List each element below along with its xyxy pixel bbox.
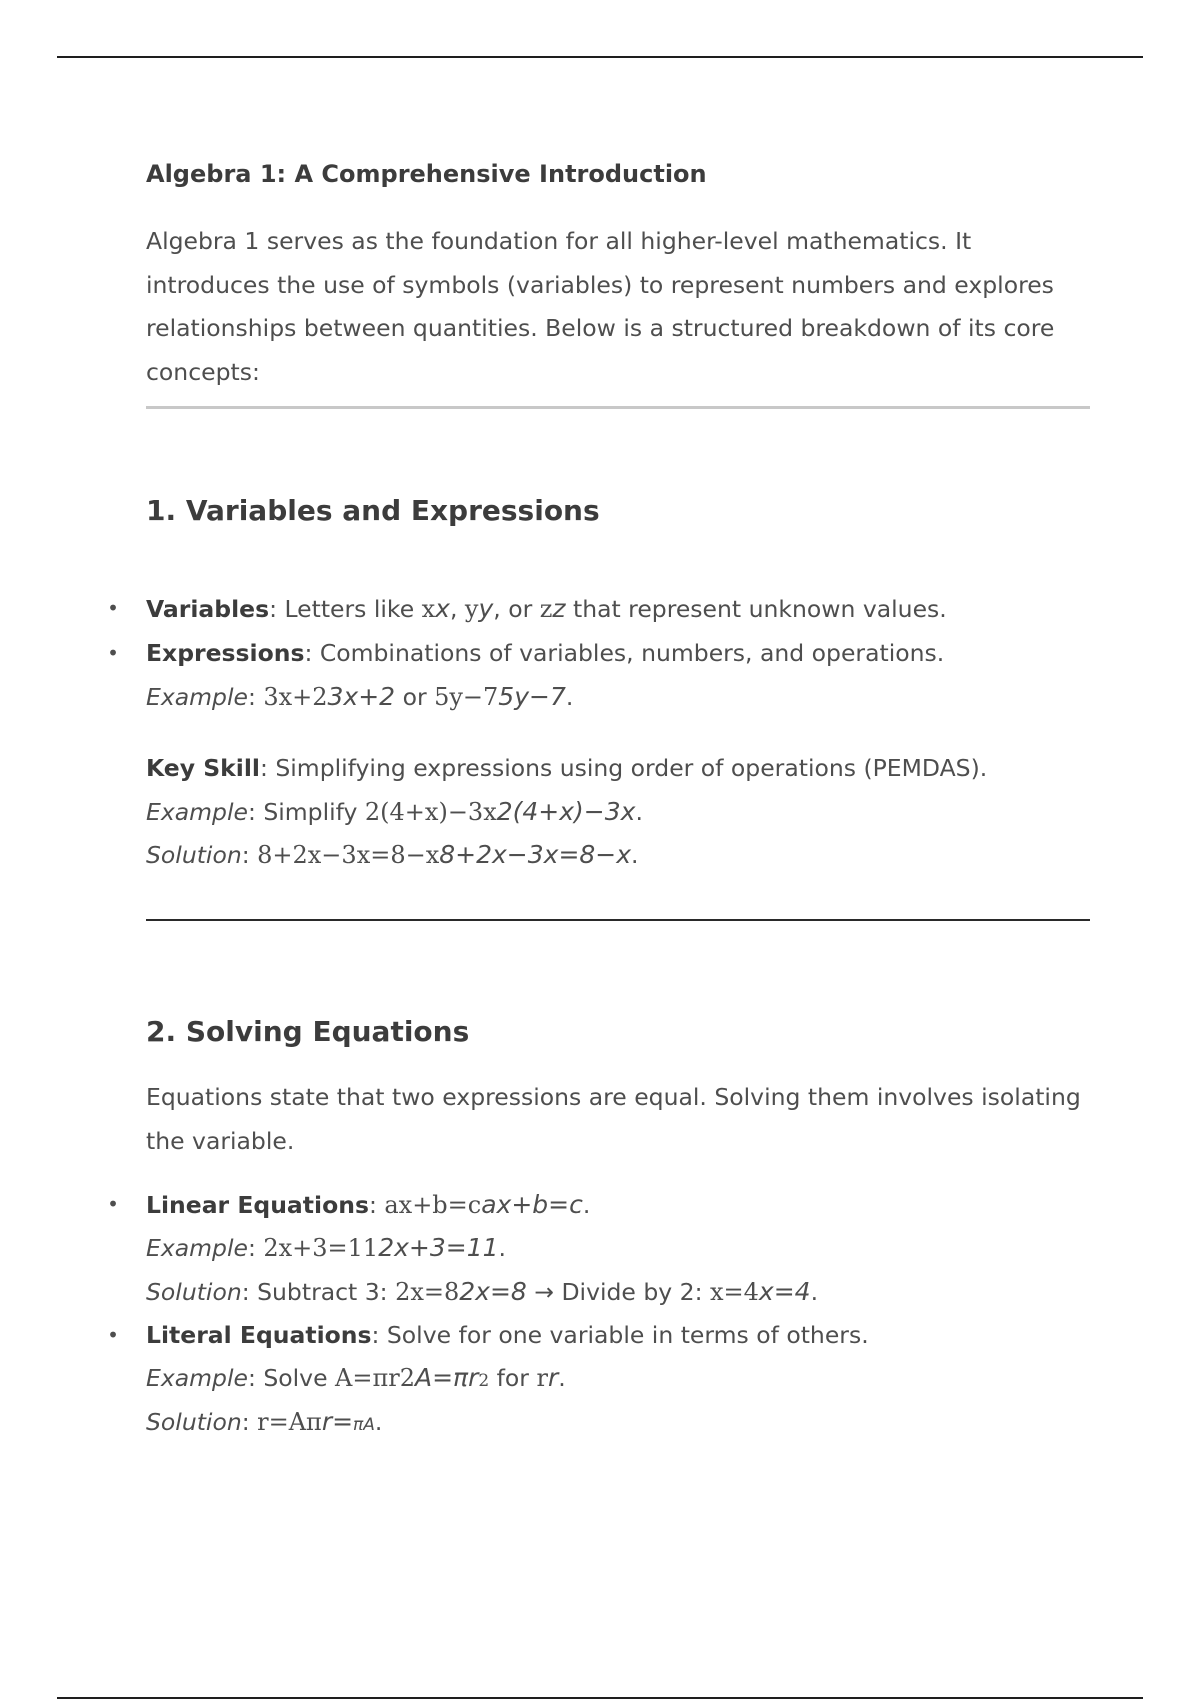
text-span: . [374,1408,383,1436]
list-item-variables [146,587,947,632]
text-span: . [635,798,643,826]
text-span: , or [493,595,540,623]
page-bottom-rule [57,1697,1143,1699]
math-text: r [536,1364,548,1392]
text-span: : Simplifying expressions using order of operations (PEMDAS). [259,754,988,782]
text-span: . [631,841,639,869]
example-label: Example [146,1364,248,1392]
text-span: : [241,1408,258,1436]
math-text: 3x+2 [263,683,328,711]
math-text: A=πr2 [335,1364,415,1392]
math-italic: r [547,1363,559,1392]
solution-label: Solution [146,1278,242,1306]
term-variables: Variables [146,595,270,623]
math-italic: y [478,594,494,623]
math-italic: 2x+3=11 [378,1233,499,1262]
text-span: : [241,841,258,869]
example-label: Example [146,683,248,711]
bullet-marker: • [107,1192,119,1216]
bullet-marker: • [107,596,119,620]
solution-label: Solution [146,1408,242,1436]
linear-example [146,1226,506,1271]
key-skill [146,747,987,791]
math-italic: 2x=8 [459,1277,527,1306]
section-divider [146,406,1090,409]
example-label: Example [146,1234,248,1262]
key-skill-solution [146,833,639,878]
math-italic: 3x+2 [327,682,396,711]
text-span: . [582,1191,591,1219]
math-text: r=Aπ [257,1408,322,1436]
example-label: Example [146,798,248,826]
bullet-marker: • [107,1323,119,1347]
text-span: : Solve [247,1364,335,1392]
math-text: 2x=8 [395,1278,460,1306]
math-italic: x [435,594,450,623]
math-text: ax+b=c [384,1191,482,1219]
text-span: . [565,683,574,711]
text-span: : [368,1191,385,1219]
linear-solution [146,1270,818,1315]
text-span: . [810,1278,819,1306]
document-title: Algebra 1: A Comprehensive Introduction [146,160,707,188]
math-superscript: 2 [478,1371,490,1391]
text-span: : Combinations of variables, numbers, and operations. [304,639,945,667]
text-span: : [247,683,264,711]
equations-intro-paragraph: Equations state that two expressions are equal. Solving them involves isolating the variable. [146,1083,1081,1155]
text-span: . [558,1364,566,1392]
key-skill-example [146,790,643,835]
math-text: x=4 [710,1278,759,1306]
list-item-expressions [146,632,944,676]
text-span: → Divide by 2: [526,1278,710,1306]
math-text: z [539,595,553,623]
math-italic: r= [321,1407,354,1436]
math-text: 8+2x−3x=8−x [257,841,440,869]
math-text: 2(4+x)−3x [364,798,497,826]
section-divider [146,919,1090,921]
term-literal-equations: Literal Equations [146,1321,372,1349]
text-span: or [395,683,435,711]
text-span: , [449,595,465,623]
term-expressions: Expressions [146,639,305,667]
math-fraction-inline: πA [353,1415,375,1435]
math-italic: A=πr [414,1363,479,1392]
expressions-example [146,675,573,720]
section-heading-variables: 1. Variables and Expressions [146,494,600,527]
math-italic: ax+b=c [481,1190,583,1219]
bullet-marker: • [107,641,119,665]
term-key-skill: Key Skill [146,754,260,782]
math-italic: 8+2x−3x=8−x [439,840,632,869]
text-span: : Solve for one variable in terms of others. [371,1321,869,1349]
list-item-linear-equations [146,1183,590,1228]
section-heading-equations: 2. Solving Equations [146,1015,470,1048]
text-span: that represent unknown values. [565,595,947,623]
math-text: 2x+3=11 [263,1234,379,1262]
solution-label: Solution [146,841,242,869]
literal-solution [146,1400,382,1448]
text-span: : [247,1234,264,1262]
text-span: : Subtract 3: [241,1278,396,1306]
math-italic: 5y−7 [498,682,566,711]
math-italic: 2(4+x)−3x [496,797,636,826]
text-span: : Letters like [269,595,422,623]
math-text: 5y−7 [434,683,499,711]
intro-paragraph: Algebra 1 serves as the foundation for all higher-level mathematics. It introduces the use of symbols (variables) to represent numbers and explores relationships between quantities. Below is a structured breakdown of its core concepts: [146,227,1055,386]
text-span: for [489,1364,537,1392]
page-top-rule [57,56,1143,58]
math-italic: x=4 [758,1277,811,1306]
term-linear-equations: Linear Equations [146,1191,369,1219]
literal-example [146,1356,566,1404]
math-text: y [464,595,479,623]
text-span: : Simplify [247,798,365,826]
math-text: x [421,595,436,623]
math-italic: z [552,594,566,623]
text-span: . [498,1234,506,1262]
list-item-literal-equations [146,1314,869,1358]
